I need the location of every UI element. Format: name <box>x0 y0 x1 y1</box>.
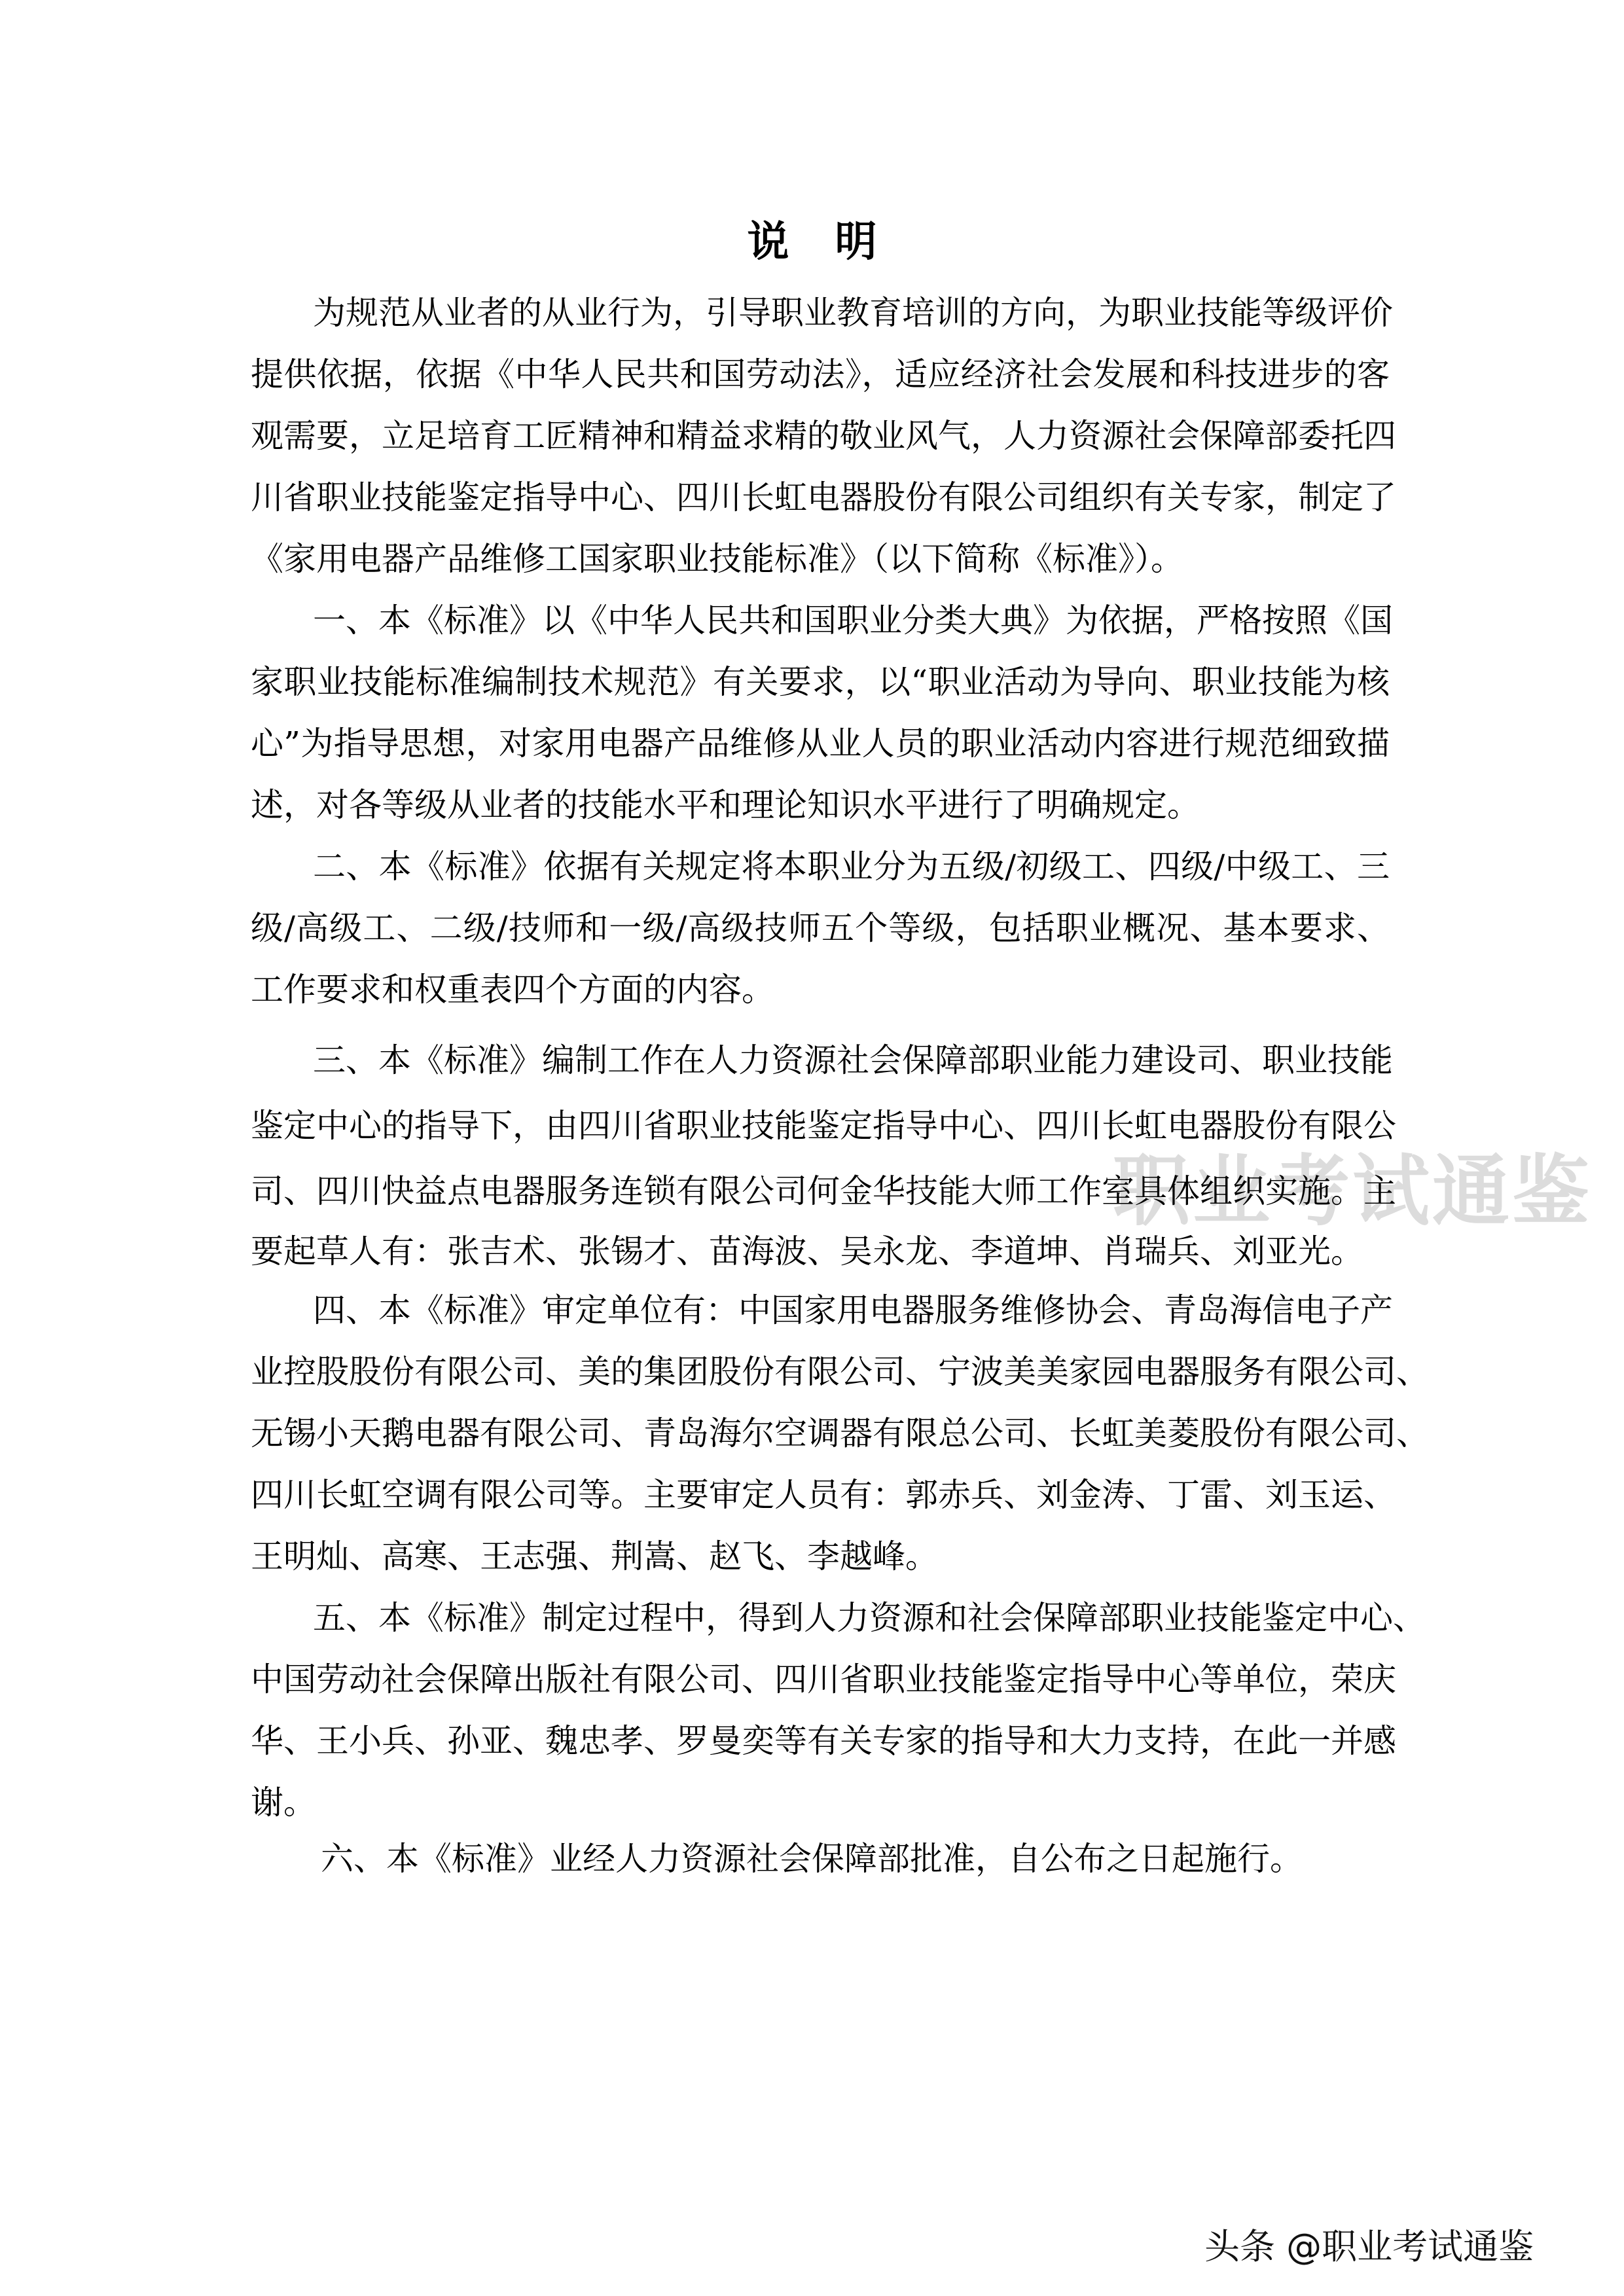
paragraph-line: 二、本《标准》依据有关规定将本职业分为五级/初级工、四级/中级工、三 <box>313 848 1390 886</box>
paragraph-line: 司、四川快益点电器服务连锁有限公司何金华技能大师工作室具体组织实施。主 <box>251 1172 1396 1210</box>
paragraph-line: 业控股股份有限公司、美的集团股份有限公司、宁波美美家园电器服务有限公司、 <box>251 1353 1429 1391</box>
paragraph-line: 谢。 <box>251 1784 316 1821</box>
watermark: 职业考试通鉴 <box>1113 1146 1593 1236</box>
paragraph-line: 五、本《标准》制定过程中，得到人力资源和社会保障部职业技能鉴定中心、 <box>313 1599 1426 1637</box>
paragraph-line: 无锡小天鹅电器有限公司、青岛海尔空调器有限总公司、长虹美菱股份有限公司、 <box>251 1414 1429 1452</box>
paragraph-line: 鉴定中心的指导下，由四川省职业技能鉴定指导中心、四川长虹电器股份有限公 <box>251 1107 1396 1145</box>
paragraph-line: 观需要，立足培育工匠精神和精益求精的敬业风气，人力资源社会保障部委托四 <box>251 417 1396 455</box>
paragraph-line: 六、本《标准》业经人力资源社会保障部批准，自公布之日起施行。 <box>321 1840 1303 1878</box>
paragraph-line: 工作要求和权重表四个方面的内容。 <box>251 971 774 1009</box>
paragraph-line: 述，对各等级从业者的技能水平和理论知识水平进行了明确规定。 <box>251 786 1200 824</box>
paragraph-line: 提供依据，依据《中华人民共和国劳动法》，适应经济社会发展和科技进步的客 <box>251 355 1390 393</box>
paragraph-line: 四川长虹空调有限公司等。主要审定人员有：郭赤兵、刘金涛、丁雷、刘玉运、 <box>251 1476 1396 1514</box>
paragraph-line: 四、本《标准》审定单位有：中国家用电器服务维修协会、青岛海信电子产 <box>313 1291 1393 1329</box>
paragraph-line: 中国劳动社会保障出版社有限公司、四川省职业技能鉴定指导中心等单位，荣庆 <box>251 1660 1396 1698</box>
paragraph-line: 级/高级工、二级/技师和一级/高级技师五个等级，包括职业概况、基本要求、 <box>251 909 1390 947</box>
paragraph-line: 华、王小兵、孙亚、魏忠孝、罗曼奕等有关专家的指导和大力支持，在此一并感 <box>251 1722 1396 1760</box>
paragraph-line: 心”为指导思想，对家用电器产品维修从业人员的职业活动内容进行规范细致描 <box>251 725 1390 762</box>
paragraph-line: 《家用电器产品维修工国家职业技能标准》（以下简称《标准》）。 <box>251 540 1183 578</box>
source-watermark: 头条 @职业考试通鉴 <box>1204 2226 1534 2267</box>
paragraph-line: 一、本《标准》以《中华人民共和国职业分类大典》为依据，严格按照《国 <box>313 601 1393 639</box>
paragraph-line: 王明灿、高寒、王志强、荆嵩、赵飞、李越峰。 <box>251 1537 938 1575</box>
paragraph-line: 要起草人有：张吉术、张锡才、苗海波、吴永龙、李道坤、肖瑞兵、刘亚光。 <box>251 1232 1363 1270</box>
paragraph-line: 家职业技能标准编制技术规范》有关要求，以“职业活动为导向、职业技能为核 <box>251 663 1390 701</box>
paragraph-line: 三、本《标准》编制工作在人力资源社会保障部职业能力建设司、职业技能 <box>313 1041 1393 1079</box>
document-title: 说明 <box>747 217 923 266</box>
paragraph-line: 为规范从业者的从业行为，引导职业教育培训的方向，为职业技能等级评价 <box>313 294 1393 332</box>
paragraph-line: 川省职业技能鉴定指导中心、四川长虹电器股份有限公司组织有关专家，制定了 <box>251 478 1396 516</box>
